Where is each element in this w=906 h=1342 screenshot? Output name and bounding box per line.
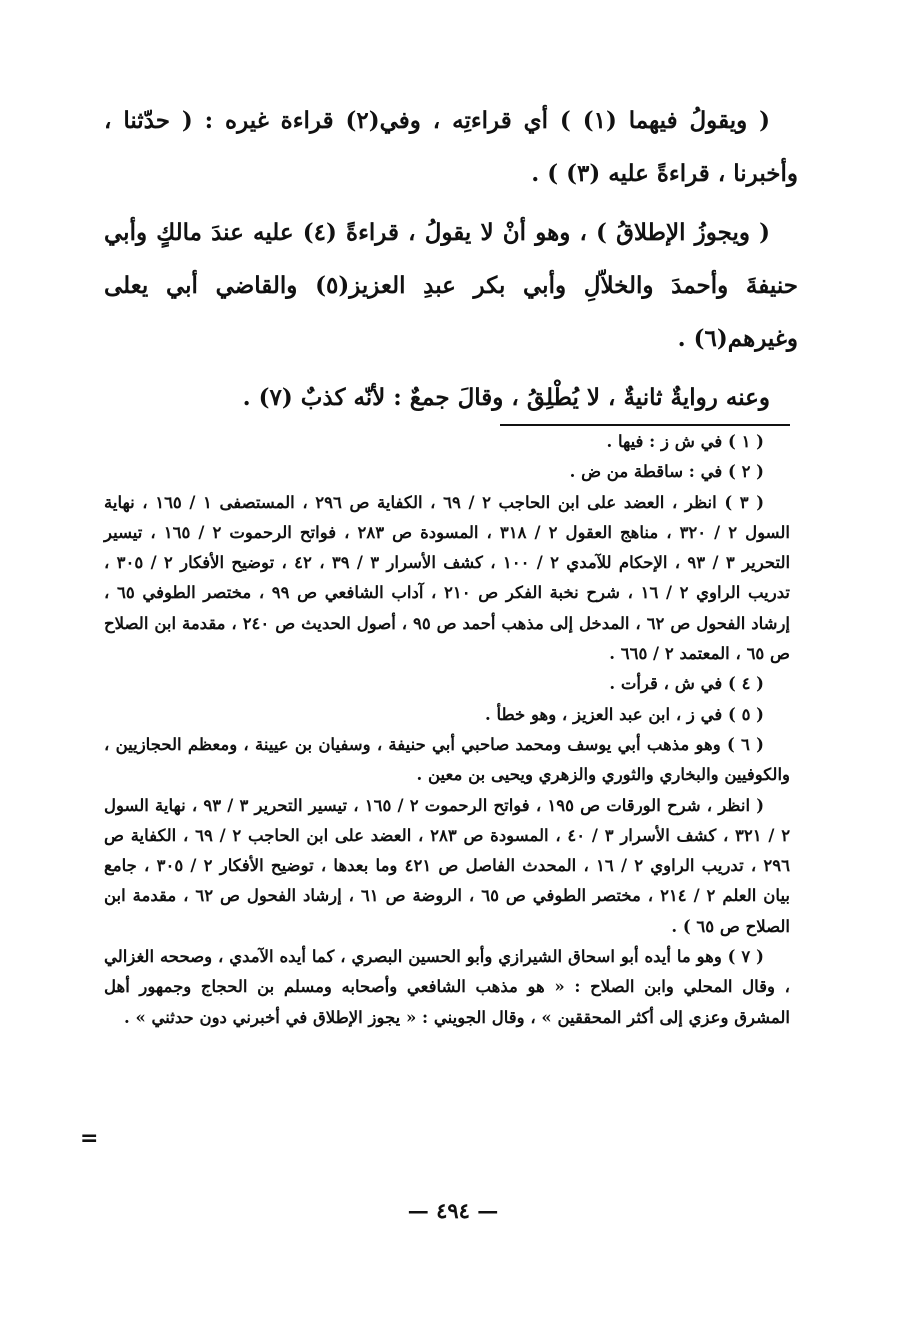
- footnote-6: ( ٦ ) وهو مذهب أبي يوسف ومحمد صاحبي أبي حنيفة ، وسفيان بن عيينة ، ومعظم الحجازيين ، والكوفيين والبخاري والثوري والزهري ويحيى بن معين .: [104, 734, 790, 785]
- footnote-2: ( ٢ ) في : ساقطة من ض .: [569, 462, 764, 482]
- main-paragraph-2: ( ويجوزُ الإطلاقُ ) ، وهو أنْ لا يقولُ ، قراءةً (٤) عليه عندَ مالكٍ وأبي حنيفةَ وأحمدَ والخلاّلِ وأبي بكر عبدِ العزيز(٥) والقاضي أبي يعلى وغيرهم(٦) .: [104, 219, 798, 352]
- main-paragraph-3: وعنه روايةٌ ثانيةٌ ، لا يُطْلِقُ ، وقالَ جمعٌ : لأنّه كذبٌ (٧) .: [242, 384, 770, 411]
- footnote-4: ( ٤ ) في ش ، قرأت .: [609, 674, 764, 694]
- footnote-3: ( ٣ ) انظر ، العضد على ابن الحاجب ٢ / ٦٩ ، الكفاية ص ٢٩٦ ، المستصفى ١ / ١٦٥ ، نهاية السول ٢ / ٣٢٠ ، مناهج العقول ٢ / ٣١٨ ، المسودة ص ٢٨٣ ، فواتح الرحموت ٢ / ١٦٥ ، تيسير التحرير ٣ / ٩٣ ، الإحكام للآمدي ٢ / ١٠٠ ، كشف الأسرار ٣ / ٣٩ ، ٤٢ ، توضيح الأفكار ٢ / ٣٠٥ ، تدريب الراوي ٢ / ١٦ ، شرح نخبة الفكر ص ٢١٠ ، آداب الشافعي ص ٩٩ ، مختصر الطوفي ٦٥ ، إرشاد الفحول ص ٦٢ ، المدخل إلى مذهب أحمد ص ٩٥ ، أصول الحديث ص ٢٤٠ ، مقدمة ابن الصلاح ص ٦٥ ، المعتمد ٢ / ٦٦٥ .: [104, 492, 791, 664]
- footnote-7: ( ٧ ) وهو ما أيده أبو اسحاق الشيرازي وأبو الحسين البصري ، كما أيده الآمدي ، وصححه الغزالي ، وقال المحلي وابن الصلاح : « هو مذهب الشافعي وأصحابه ومسلم بن الحجاج وجمهور أهل المشرق وعزي إلى أكثر المحققين » ، وقال الجويني : « يجوز الإطلاق في أخبرني دون حدثني » .: [104, 947, 790, 1027]
- page-number: — ٤٩٤ —: [407, 1198, 499, 1223]
- main-text: [104, 94, 798, 424]
- footnote-6-references: ( انظر ، شرح الورقات ص ١٩٥ ، فواتح الرحموت ٢ / ١٦٥ ، تيسير التحرير ٣ / ٩٣ ، نهاية السول ٢ / ٣٢١ ، كشف الأسرار ٣ / ٤٠ ، المسودة ص ٢٨٣ ، العضد على ابن الحاجب ٢ / ٦٩ ، الكفاية ص ٢٩٦ ، تدريب الراوي ٢ / ١٦ ، المحدث الفاصل ص ٤٢١ وما بعدها ، توضيح الأفكار ٢ / ٣٠٥ ، جامع بيان العلم ٢ / ٢١٤ ، مختصر الطوفي ص ٦٥ ، الروضة ص ٦١ ، إرشاد الفحول ص ٦٢ ، مقدمة ابن الصلاح ص ٦٥ ) .: [104, 795, 791, 936]
- footnotes: [104, 427, 790, 1033]
- margin-sign: =: [80, 1126, 99, 1151]
- main-paragraph-1: ( ويقولُ فيهما (١) ) أي قراءتِه ، وفي(٢) قراءة غيره : ( حدّثنا ، وأخبرنا ، قراءةً عليه (٣) ) .: [104, 107, 798, 187]
- footnote-5: ( ٥ ) في ز ، ابن عبد العزيز ، وهو خطأ .: [485, 704, 764, 724]
- footnote-1: ( ١ ) في ش ز : فيها .: [606, 432, 764, 451]
- footnote-separator: [500, 424, 790, 426]
